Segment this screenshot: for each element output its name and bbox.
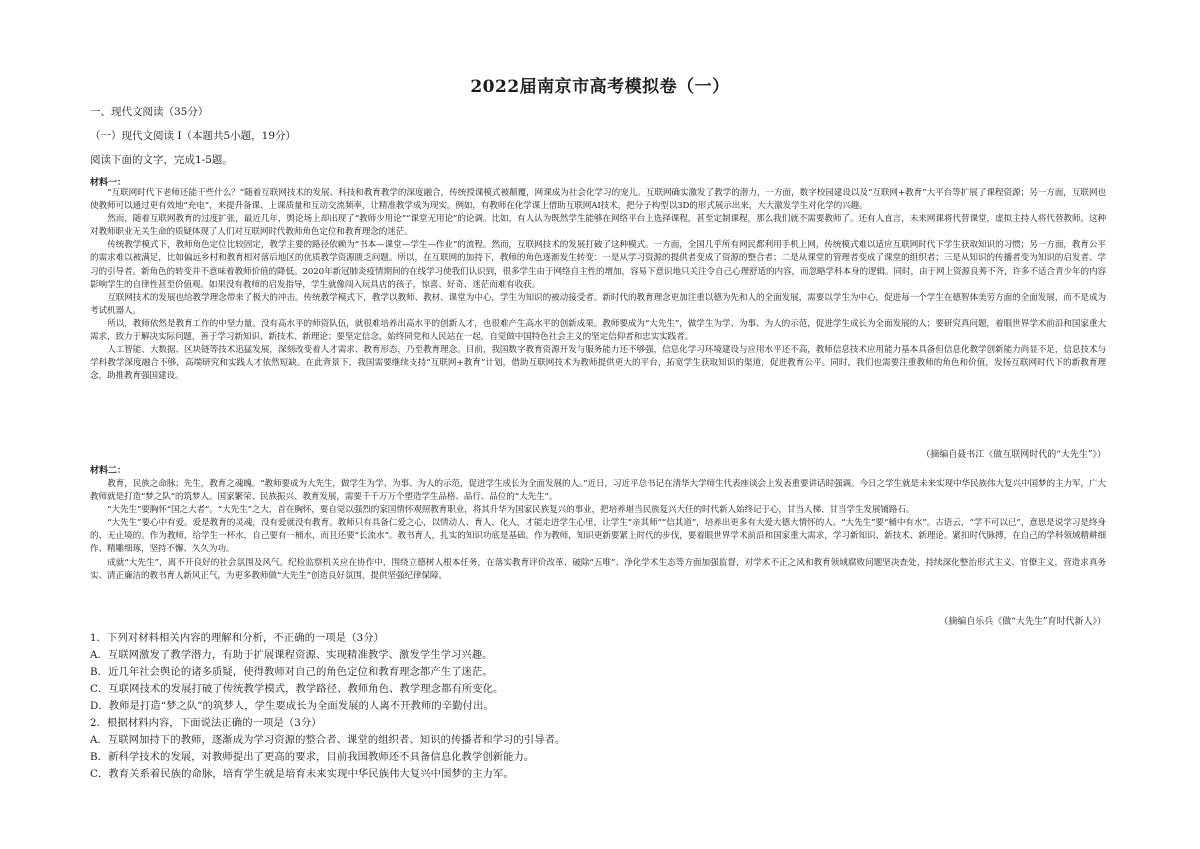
material-2-paragraph: “大先生”要心中有爱。爱是教育的灵魂，没有爱就没有教育。教师只有具备仁爱之心，以情动人、育人、化人，才能走进学生心里，让学生“亲其师”“信其道”，培养出更多有大爱大德大情怀的人。“大先生”要“桶中有水”。古语云，“学不可以已”，意思是说学习是终身的、无止境的。作为教师，给学生一杯水，自己要有一桶水，而且还要“长流水”。教书育人，扎实的知识功底是基础。作为教师，知识更新要紧上时代的步伐，要着眼世界学术前沿和国家重大需求，学习新知识、新技术、新理论。紧扣时代脉搏，在自己的学科领域精耕细作、精雕细琢，坚持不懈、久久为功。 — [90, 518, 1106, 555]
material-2-paragraph: “大先生”要胸怀“国之大者”。“大先生”之大，首在胸怀，要自觉以强烈的家国情怀观照教育职业，将其升华为国家民族复兴的事业，把培养堪当民族复兴大任的时代新人始终记于心，甘当人梯、甘当学生发展铺路石。 — [107, 505, 915, 516]
question-1-stem: 1．下列对材料相关内容的理解和分析，不正确的一项是（3分） — [90, 632, 385, 644]
material-1-paragraph: 传统教学模式下，教师角色定位比较固定，教学主要的路径依赖为“书本—课堂—学生—作业”的流程。然而，互联网技术的发展打破了这种模式。一方面，全国几乎所有网民都利用手机上网，传统模式难以适应互联网时代下学生获取知识的习惯；另一方面，教育公平的需求难以被满足，比如偏远乡村和教育相对落后地区的优质教学资源匮乏问题。所以，在互联网的加持下，教师的角色逐渐发生转变：一是从学习资源的提供者变成了资源的整合者；二是从课堂的管理者变成了课堂的组织者；三是从知识的传播者变为知识的启发者、学习的引导者。新角色的转变并不意味着教师价值的降低。2020年新冠肺炎疫情期间的在线学习使我们认识到，很多学生由于网络自主性的增加，容易下意识地只关注令自己心理舒适的内容，而忽略学科本身的逻辑。同时，由于网上资源良莠不齐，许多不适合青少年的内容影响学生的自律性甚至价值观。如果没有教师的启发指导，学生就像闯入玩具店的孩子，惊喜、好奇、迷茫而难有收获。 — [90, 240, 1106, 290]
question-2-option-c: C．教育关系着民族的命脉，培育学生就是培育未来实现中华民族伟大复兴中国梦的主力军。 — [90, 768, 514, 780]
question-1-option-c: C．互联网技术的发展打破了传统教学模式，教学路径、教师角色、教学理念都有所变化。 — [90, 683, 504, 695]
material-2-paragraph: 成就“大先生”，离不开良好的社会氛围及风气。纪检监察机关应在协作中，围绕立德树人根本任务，在落实教育评价改革、破除“五唯”、净化学术生态等方面加强监督，对学术不正之风和教育领域腐败问题坚决查处，持续深化整治形式主义、官僚主义，营造求真务实、清正廉洁的教书育人新风正气，为更多教师做“大先生”创造良好氛围，提供坚强纪律保障。 — [90, 557, 1106, 581]
material-2-label: 材料二： — [90, 466, 127, 476]
question-1-option-b: B．近几年社会舆论的诸多质疑，使得教师对自己的角色定位和教育理念都产生了迷茫。 — [90, 666, 493, 678]
section-heading: 一、现代文阅读（35分） — [90, 106, 209, 118]
material-2-source: （摘编自乐兵《做“大先生”育时代新人》） — [939, 617, 1106, 627]
material-2-paragraph: 教育，民族之命脉；先生，教育之魂魄。“教师要成为大先生，做学生为学、为事、为人的示范，促进学生成长为全面发展的人。”近日，习近平总书记在清华大学师生代表座谈会上发表重要讲话时强调。今日之学生就是未来实现中华民族伟大复兴中国梦的主力军，广大教师就是打造“梦之队”的筑梦人。国家繁荣、民族振兴、教育发展，需要千千万万个塑造学生品格、品行、品位的“大先生”。 — [90, 479, 1106, 503]
page-title: 2022届南京市高考模拟卷（一） — [470, 77, 730, 97]
material-1-paragraph: 人工智能、大数据、区块链等技术迅猛发展，深刻改变着人才需求、教育形态，乃至教育理念。目前，我国数字教育资源开发与服务能力还不够强，信息化学习环境建设与应用水平还不高，教师信息技术应用能力基本具备但信息化教学创新能力尚显不足，信息技术与学科教学深度融合不够，高端研究和实践人才依然短缺。在此背景下，我国需要继续支持“互联网+教育”计划，借助互联网技术为教师提供更大的平台，拓宽学生获取知识的渠道，促进教育公平。同时，我们也需要注重教师的角色和价值，发扬互联网时代下的新教育理念，助推教育强国建设。 — [90, 345, 1106, 382]
instruction-text: 阅读下面的文字，完成1-5题。 — [90, 154, 233, 166]
question-1-option-d: D．教师是打造“梦之队”的筑梦人，学生要成长为全面发展的人离不开教师的辛勤付出。 — [90, 700, 494, 712]
material-1-paragraph: 互联网技术的发展也给教学理念带来了极大的冲击。传统教学模式下，教学以教师、教材、课堂为中心，学生为知识的被动接受者。新时代的教育理念更加注重以德为先和人的全面发展，需要以学生为中心，促进每一个学生在德智体美劳方面的全面发展，而不是成为考试机器人。 — [90, 292, 1106, 316]
material-1-label: 材料一： — [90, 178, 127, 188]
material-2-body — [90, 478, 1106, 583]
question-2-option-a: A．互联网加持下的教师，逐渐成为学习资源的整合者、课堂的组织者、知识的传播者和学习的引导者。 — [90, 734, 566, 746]
material-1-paragraph: “互联网时代下老师还能干些什么？”随着互联网技术的发展、科技和教育教学的深度融合，传统授课模式被颠覆，网课成为社会化学习的宠儿。互联网确实激发了教学的潜力，一方面，数字校园建设以及“互联网+教育”大平台等扩展了课程资源；另一方面，互联网也使教师可以通过更有效地“充电”，来提升备课、上课质量和互动交流频率，让精准教学成为现实。例如，有教师在化学课上借助互联网AI技术，把分子构型以3D的形式展示出来，大大激发学生对化学的兴趣。 — [90, 188, 1106, 212]
material-1-body — [90, 187, 1106, 383]
question-1-option-a: A．互联网激发了教学潜力，有助于扩展课程资源、实现精准教学、激发学生学习兴趣。 — [90, 649, 493, 661]
material-1-paragraph: 所以，教师依然是教育工作的中坚力量。没有高水平的师资队伍，就很难培养出高水平的创新人才，也很难产生高水平的创新成果。教师要成为“大先生”，做学生为学、为事、为人的示范，促进学生成长为全面发展的人；要研究真问题，着眼世界学术前沿和国家重大需求，致力于解决实际问题，善于学习新知识、新技术、新理论；要坚定信念，始终同党和人民站在一起，自觉做中国特色社会主义的坚定信仰者和忠实实践者。 — [90, 318, 1106, 343]
question-2-option-b: B．新科学技术的发展，对教师提出了更高的要求，目前我国教师还不具备信息化教学创新能力。 — [90, 751, 535, 763]
material-1-source: （摘编自聂书江《做互联网时代的“大先生”》） — [921, 450, 1106, 460]
subsection-heading: （一）现代文阅读 I（本题共5小题，19分） — [90, 130, 297, 142]
question-2-stem: 2．根据材料内容，下面说法正确的一项是（3分） — [90, 717, 322, 729]
material-1-paragraph: 然而，随着互联网教育的过度扩张，最近几年，舆论场上却出现了“教师少用论”“课堂无用论”的论调。比如，有人认为既然学生能够在网络平台上选择课程，甚至定制课程，那么我们就不需要教师了。还有人直言，未来网课将代替课堂，虚拟主持人将代替教师。这种对教师职业无关生命的质疑体现了人们对互联网时代教师角色定位和教育理念的迷茫。 — [90, 214, 1106, 238]
